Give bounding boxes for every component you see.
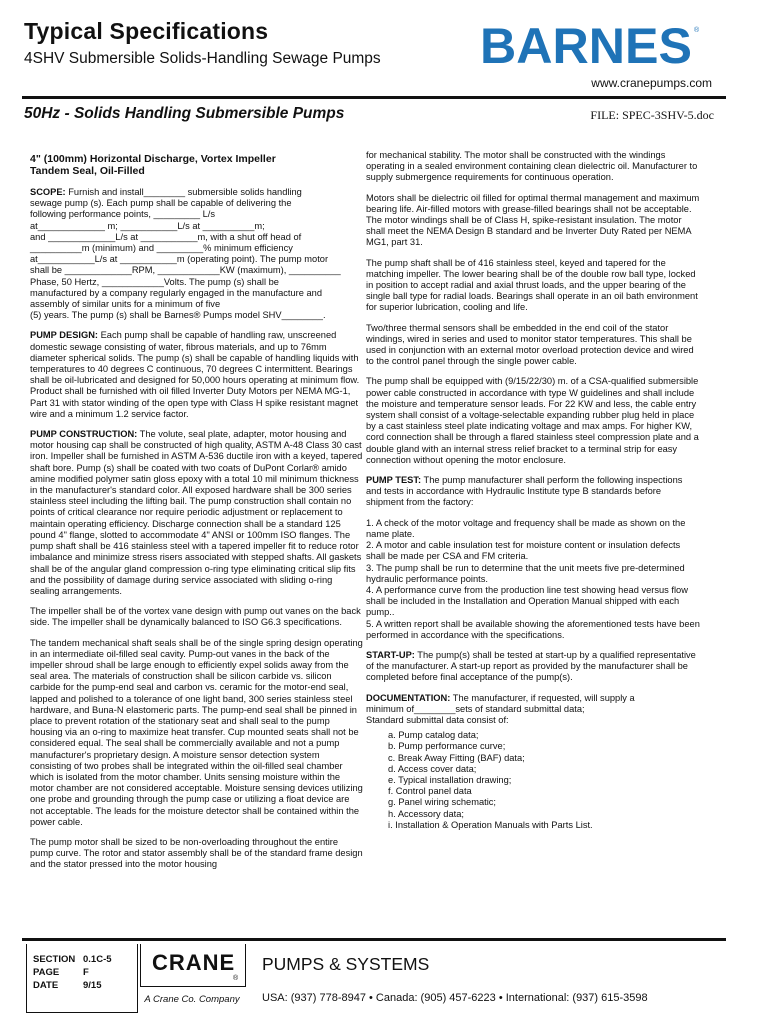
footer-divider [22, 938, 726, 941]
doc-title: Typical Specifications [24, 18, 269, 44]
list-item: d. Access cover data; [388, 763, 477, 774]
list-item: e. Typical installation drawing; [388, 774, 512, 785]
pump-construction-paragraph: PUMP CONSTRUCTION: The volute, seal plate, adapter, motor housing and motor housing cap shall be constructed of high quality, ASTM A-48 Class 30 cast iron. Impeller shall be furnished in ASTM A-536 ductile iron with a keyed, tapered shaft bore. Pump (s) shall be coated with two coats of DuPont Corlar® amido amine modified polymer satin gloss epoxy with a total 10 mil minimum thickness in the manufacturer's standard color. All exposed hardware shall be 300 series stainless steel including the lifting bail. The pump construction shall contain no points of critical clearance nor require periodic adjustment or replacement to maintain operating efficiency. Discharge connection shall be a standard 125 pound 4" flange, slotted to accommodate 4" ANSI or 100mm ISO flanges. The pump shaft shall be 416 stainless steel with a tapered impeller fit to reduce rotor imbalance and minimize stress risers associated with stepped shafts. All gaskets shall be of the angular gland compression o-ring type eliminating critical slip fits and the possibility of damage during service associated with sliding o-ring sealing arrangements. [30, 429, 363, 596]
section-value: 0.1C-5 [83, 954, 112, 965]
section-title: 50Hz - Solids Handling Submersible Pumps [24, 105, 345, 122]
motors-paragraph: Motors shall be dielectric oil filled for optimal thermal management and maximum bearing life. Air-filled motors with grease-filled bearings shall not be acceptable. The motor windings shall be of Class H, spike-resistant insulation. The motor shall meet the NEMA Design B standard and be Inverter Duty Rated per NEMA MG1, part 31. [366, 192, 700, 248]
left-column [30, 153, 363, 880]
date-label: DATE [33, 980, 59, 991]
barnes-logo [480, 20, 702, 68]
seal-paragraph: The tandem mechanical shaft seals shall be of the single spring design operating in an intermediate oil-filled seal cavity. Pump-out vanes in the back of the impeller shroud shall be large enough to efficiently expel solids away from the seal area. The materials of construction shall be silicon carbide vs. silicon carbide for the pump-end seal and carbon vs. ceramic for the motor-end seal, lapped and polished to a tolerance of one light band, 300 series stainless steel hardware, and Buna-N elastomeric parts. The pump-end seal shall be pinned in place to prevent rotation of the stationary seat and shall seal to the pump housing via an o-ring to maximize heat transfer. Cup mounted seats shall not be considered equal. The seal shall be commercially available and not a pump manufacturer's proprietary design. A moisture sensor detection system consisting of two probes shall be integrated within the oil-filled seal chamber which is isolated from the motor chamber. Units sensing moisture within the motor chamber are not considered acceptable. Moisture sensing devices utilizing one probe and grounding through the pump case or utilizing a float device are not acceptable. The leads for the moisture detector shall be contained within the power cable. [30, 637, 363, 827]
submittal-list [366, 730, 700, 831]
page-label: PAGE [33, 967, 60, 978]
list-item: c. Break Away Fitting (BAF) data; [388, 752, 525, 763]
motor-size-paragraph: The pump motor shall be sized to be non-overloading throughout the entire pump curve. The rotor and stator assembly shall be of the standard frame design and the stator pressed into the motor housing [30, 836, 363, 870]
svg-text:®: ® [694, 27, 700, 34]
date-value: 9/15 [83, 980, 102, 991]
pump-design-paragraph: PUMP DESIGN: Each pump shall be capable of handling raw, unscreened domestic sewage consisting of water, fibrous materials, and up to 76mm diameter spherical solids. The pump (s) shall be capable of handling liquids with temperatures to 40 degrees C continuous, 70 degrees C intermittent. Bearings shall be oil-lubricated and designed for 50,000 hours operating at minimum flow. Product shall be furnished with oil filled Inverter Duty Motors per NEMA MG-1, Part 31 with stator winding of the open type with Class H spike resistant magnet wire and a minimum 1.2 service factor. [30, 330, 360, 419]
right-column [366, 150, 700, 831]
section-info-box [26, 944, 138, 1013]
page-value: F [83, 967, 89, 978]
pumps-systems-title: PUMPS & SYSTEMS [262, 954, 430, 974]
pump-design-label: PUMP DESIGN: [30, 330, 99, 341]
pump-test-paragraph: PUMP TEST: The pump manufacturer shall perform the following inspections and tests in accordance with Hydraulic Institute type B standards before shipment from the factory: [366, 475, 683, 508]
list-item: f. Control panel data [388, 786, 472, 797]
list-item: g. Panel wiring schematic; [388, 797, 496, 808]
scope-label: SCOPE: [30, 187, 66, 197]
pump-construction-label: PUMP CONSTRUCTION: [30, 429, 138, 440]
section-label: SECTION [33, 954, 76, 965]
list-item: h. Accessory data; [388, 808, 464, 819]
cable-paragraph: The pump shall be equipped with (9/15/22/30) m. of a CSA-qualified submersible power cable constructed in accordance with type W guidelines and shall include the moisture and temperature sensor leads. For 22 KW and less, the cable entry system shall consist of a voltage-selectable expanding rubber plug held in place by a cast stainless steel plate indicating voltage and max amps. For higher KW, cord connection shall be through a flared stainless steel compression plate and a double gland with an internal stress relief bracket to a terminal strip for easy connection without opening the motor enclosure. [366, 376, 699, 465]
scope-paragraph: SCOPE: Furnish and install________ submersible solids handling sewage pump (s). Each pump shall be capable of delivering the following performance points, _________ L/s at_____________ m; ___________L/s at __________m; and _____________L/s at ___________m, with a shut off head of __________m (minimum) and _________% minimum efficiency at___________L/s at ___________m (operating point). The pump motor shall be _____________RPM, ____________KW (maximum), __________ Phase, 50 Hertz, ____________Volts. The pump (s) shall be manufactured by a company regularly engaged in the manufacture and assembly of similar units for a minimum of five (5) years. The pump (s) shall be Barnes® Pumps model SHV________. [30, 187, 341, 321]
file-reference: FILE: SPEC-3SHV-5.doc [590, 108, 714, 122]
crane-logo: CRANE [152, 950, 236, 975]
list-item: a. Pump catalog data; [388, 730, 479, 741]
list-item: 5. A written report shall be available showing the aforementioned tests have been performed in accordance with the specifications. [366, 618, 700, 640]
list-item: 4. A performance curve from the production line test showing head versus flow shall be included in the Installation and Operation Manual shipped with each pump.. [366, 584, 688, 618]
header-divider [22, 96, 726, 99]
documentation-label: DOCUMENTATION: [366, 692, 451, 703]
documentation-paragraph: DOCUMENTATION: The manufacturer, if requested, will supply a minimum of________sets of standard submittal data; Standard submittal data consist of: [366, 692, 635, 725]
registered-mark: ® [233, 975, 239, 982]
crane-company-tagline: A Crane Co. Company [144, 994, 240, 1005]
list-item: b. Pump performance curve; [388, 741, 506, 752]
stability-paragraph: for mechanical stability. The motor shall be constructed with the windings operating in a sealed environment containing clean dielectric oil. Manufacturer to supply submergence requirements for continuous operation. [366, 150, 698, 183]
impeller-paragraph: The impeller shall be of the vortex vane design with pump out vanes on the back side. The impeller shall be dynamically balanced to ISO G6.3 specifications. [30, 606, 361, 628]
list-item: 2. A motor and cable insulation test for moisture content or insulation defects shall be made per CSA and FM criteria. [366, 540, 681, 562]
heading-line-2: Tandem Seal, Oil-Filled [30, 165, 145, 177]
startup-label: START-UP: [366, 649, 415, 660]
thermal-paragraph: Two/three thermal sensors shall be embedded in the end coil of the stator windings, wired in series and used to monitor stator temperatures. This shall be used in conjunction with an external motor overload protection device and wired to the control panel through the single power cable. [366, 322, 694, 367]
pump-test-label: PUMP TEST: [366, 475, 422, 486]
spec-heading [30, 153, 363, 177]
shaft-paragraph: The pump shaft shall be of 416 stainless steel, keyed and tapered for the matching impeller. The lower bearing shall be of the double row ball type, locked in position to accept radial and axial thrust loads, and the upper bearing of the single ball type for radial loads. Bearings shall operate in an oil bath environment for superior lubrication, cooling and life. [366, 257, 698, 313]
list-item: i. Installation & Operation Manuals with Parts List. [388, 819, 593, 830]
startup-paragraph: START-UP: The pump(s) shall be tested at start-up by a qualified representative of the manufacturer. A start-up report as provided by the manufacturer shall be completed before final acceptance of the pump(s). [366, 649, 696, 683]
contact-numbers: USA: (937) 778-8947 • Canada: (905) 457-6223 • International: (937) 615-3598 [262, 992, 648, 1004]
website-url: www.cranepumps.com [591, 76, 712, 90]
test-list [366, 518, 700, 641]
heading-line-1: 4" (100mm) Horizontal Discharge, Vortex Impeller [30, 153, 276, 165]
doc-subtitle: 4SHV Submersible Solids-Handling Sewage Pumps [24, 50, 381, 67]
list-item: 1. A check of the motor voltage and frequency shall be made as shown on the name plate. [366, 517, 686, 539]
barnes-logo-text: BARNES [480, 20, 692, 68]
list-item: 3. The pump shall be run to determine that the unit meets five pre-determined hydraulic performance points. [366, 562, 685, 584]
